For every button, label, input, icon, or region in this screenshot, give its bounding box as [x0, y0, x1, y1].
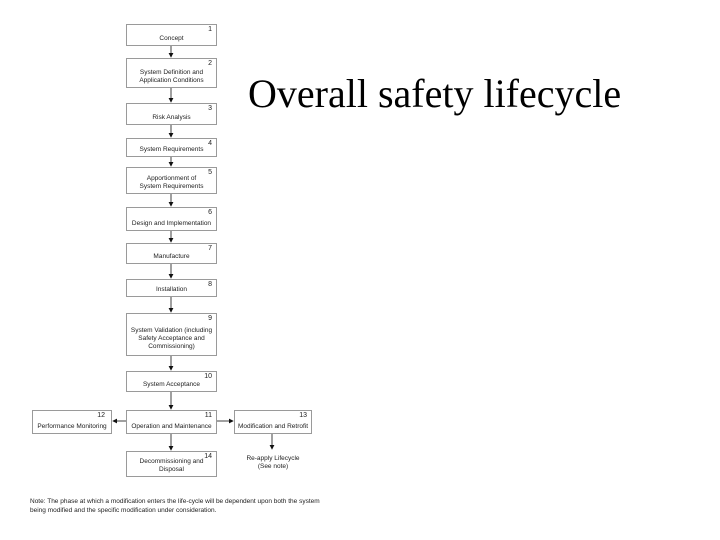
- step-label: Operation and Maintenance: [131, 423, 212, 430]
- step-label: Manufacture: [153, 253, 190, 260]
- step-label: System Validation (including Safety Acceptance and Commissioning): [130, 327, 213, 350]
- step-label: Apportionment of System Requirements: [139, 175, 204, 190]
- step-label: Risk Analysis: [152, 114, 191, 121]
- step-box-11: [126, 410, 217, 434]
- reapply-lifecycle-label: Re-apply Lifecycle (See note): [246, 455, 300, 470]
- step-label: Concept: [159, 35, 184, 42]
- step-label: Modification and Retrofit: [237, 423, 309, 430]
- step-label: System Requirements: [139, 146, 204, 153]
- step-box-7: [126, 243, 217, 264]
- step-number: 6: [208, 209, 212, 216]
- step-box-6: [126, 207, 217, 231]
- step-label: System Definition and Application Conditions: [139, 69, 204, 84]
- footnote: Note: The phase at which a modification enters the life-cycle will be dependent upon both the system being modified and the specific modification under consideration.: [30, 498, 320, 514]
- step-number: 9: [208, 315, 212, 322]
- step-label: Design and Implementation: [131, 220, 212, 227]
- step-label: Decommissioning and Disposal: [139, 458, 204, 473]
- step-number: 11: [204, 412, 212, 419]
- step-number: 14: [204, 453, 212, 460]
- step-number: 1: [208, 26, 212, 33]
- step-box-4: [126, 138, 217, 157]
- step-number: 13: [299, 412, 307, 419]
- step-box-3: [126, 103, 217, 125]
- step-box-14: [126, 451, 217, 477]
- step-number: 7: [208, 245, 212, 252]
- step-box-8: [126, 279, 217, 297]
- step-number: 2: [208, 60, 212, 67]
- step-label: Performance Monitoring: [37, 423, 107, 430]
- step-number: 5: [208, 169, 212, 176]
- step-box-13: [234, 410, 312, 434]
- step-number: 12: [97, 412, 105, 419]
- step-box-5: [126, 167, 217, 194]
- step-number: 3: [208, 105, 212, 112]
- step-box-2: [126, 58, 217, 88]
- step-label: Installation: [155, 286, 188, 293]
- step-number: 10: [204, 373, 212, 380]
- step-box-9: [126, 313, 217, 356]
- step-box-1: [126, 24, 217, 46]
- step-label: System Acceptance: [142, 381, 201, 388]
- step-box-10: [126, 371, 217, 392]
- step-number: 4: [208, 140, 212, 147]
- step-number: 8: [208, 281, 212, 288]
- slide-title: Overall safety lifecycle: [248, 71, 622, 116]
- step-box-12: [32, 410, 112, 434]
